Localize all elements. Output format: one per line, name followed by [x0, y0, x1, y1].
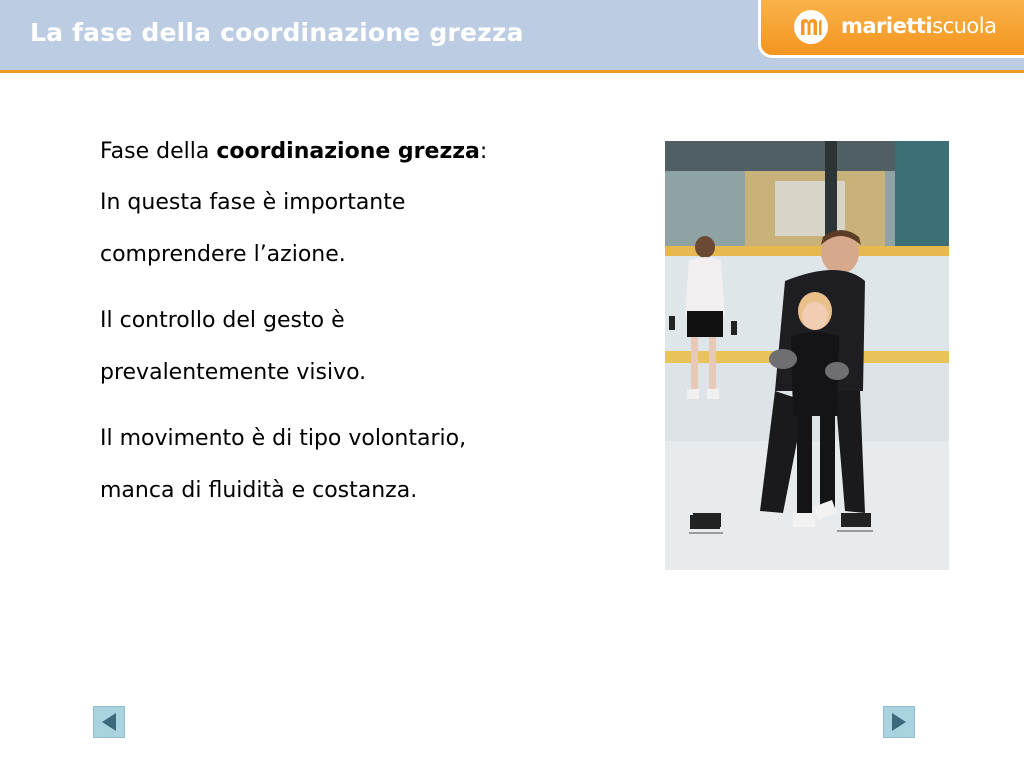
paragraph-2 [100, 295, 640, 399]
page-title: La fase della coordinazione grezza [30, 18, 524, 47]
paragraph-2-line-1: Il controllo del gesto è [100, 308, 345, 333]
previous-slide-button[interactable] [93, 706, 125, 738]
paragraph-1-line-2: comprendere l’azione. [100, 242, 346, 267]
header [0, 0, 1024, 72]
paragraph-3-line-2: manca di fluidità e costanza. [100, 478, 418, 503]
slide-body [100, 135, 640, 539]
intro-line [100, 135, 640, 169]
logo-background [761, 0, 1024, 55]
triangle-right-icon [884, 707, 914, 737]
logo-text [841, 14, 997, 38]
intro-suffix: : [479, 139, 488, 164]
triangle-left-icon [94, 707, 124, 737]
paragraph-1-line-1: In questa fase è importante [100, 190, 406, 215]
logo-text-light: scuola [932, 14, 997, 38]
logo-text-bold: marietti [841, 14, 933, 38]
ice-skating-photo [665, 141, 949, 570]
header-divider [0, 70, 1024, 73]
intro-bold: coordinazione grezza [216, 139, 480, 164]
paragraph-3 [100, 413, 640, 517]
marietti-m-icon [793, 9, 829, 45]
publisher-logo [758, 0, 1024, 58]
paragraph-3-line-1: Il movimento è di tipo volontario, [100, 426, 467, 451]
next-slide-button[interactable] [883, 706, 915, 738]
paragraph-1 [100, 177, 640, 281]
paragraph-2-line-2: prevalentemente visivo. [100, 360, 367, 385]
intro-prefix: Fase della [100, 139, 217, 164]
